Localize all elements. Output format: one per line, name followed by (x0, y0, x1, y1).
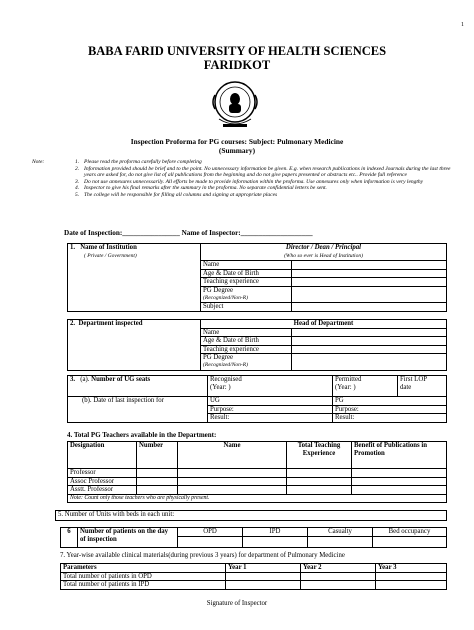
cell[interactable] (137, 486, 178, 495)
cell[interactable] (137, 469, 178, 478)
field-experience: Teaching experience (201, 278, 292, 287)
head-of-institution-header: Director / Dean / Principal (Who so ever is Head of Institution) (201, 244, 447, 261)
field-pg-degree: PG Degree (201, 286, 292, 294)
ug-result[interactable]: Result: (208, 414, 333, 423)
value-cell[interactable] (292, 354, 447, 370)
cell[interactable] (352, 477, 447, 486)
teachers-table (67, 441, 447, 503)
col-ipd: IPD (243, 528, 308, 537)
field-recognized: (Recognized/Non-R) (201, 295, 292, 303)
col-year3: Year 3 (376, 564, 447, 573)
cell[interactable] (376, 572, 447, 581)
patients-label: Number of patients on the day of inspection (78, 528, 178, 548)
units-label: 5. Number of Units with beds in each unit: (56, 511, 447, 521)
university-name: BABA FARID UNIVERSITY OF HEALTH SCIENCES (87, 44, 387, 58)
note-item: 2. Information provided should be brief and to the point. No unnecessary information be given. E.g. when research publications in indexed Journals during the last three years are asked for, do not give list of all publications from the beginning and do not give papers presented or abstracts etc.. Provide full reference (75, 165, 451, 179)
value-cell[interactable] (292, 303, 447, 312)
university-location: FARIDKOT (203, 58, 271, 72)
last-inspection-label: (b). Date of last inspection for (68, 397, 208, 423)
field-recognized: (Recognized/Non-R) (201, 362, 292, 370)
pg-cell: PG (333, 397, 447, 406)
department-cell: 2. Department inspected (68, 320, 201, 371)
date-of-inspection-label: Date of Inspection:________________ (64, 229, 180, 237)
cell[interactable] (178, 536, 243, 547)
field-age: Age & Date of Birth (201, 337, 292, 346)
teachers-note: Note: Count only those teachers who are physically present. (68, 494, 447, 503)
value-cell[interactable] (292, 286, 447, 302)
cell[interactable] (308, 536, 373, 547)
col-benefit: Benefit of Publications in Promotion (352, 442, 447, 469)
col-parameters: Parameters (61, 564, 226, 573)
ug-seats-table (67, 375, 447, 423)
note-item: 1. Please read the proforma carefully before completing (75, 159, 202, 165)
proforma-summary: (Summary) (218, 146, 256, 155)
col-name: Name (178, 442, 287, 469)
notes-label: Note: (32, 159, 45, 165)
row-professor: Professor (68, 469, 137, 478)
ug-cell: UG (208, 397, 333, 406)
signature-of-inspector: Signature of Inspector (206, 600, 268, 607)
institution-table (67, 243, 447, 312)
institution-cell: 1. Name of Institution ( Private / Government) (68, 244, 201, 312)
col-opd: OPD (178, 528, 243, 537)
note-item: 5. The college will be responsible for filling all columns and signing at appropriate places (75, 191, 278, 198)
cell[interactable] (287, 486, 352, 495)
col-teaching-experience: Total Teaching Experience (287, 442, 352, 469)
cell[interactable] (352, 486, 447, 495)
recognised-cell[interactable]: Recognised (Year: ) (208, 376, 333, 397)
pg-purpose[interactable]: Purpose: (333, 405, 447, 414)
first-lop-cell[interactable]: First LOP date (398, 376, 447, 397)
page-number: 1 (461, 22, 464, 28)
cell[interactable] (373, 536, 447, 547)
col-year1: Year 1 (226, 564, 301, 573)
units-table (55, 510, 447, 521)
cell[interactable] (287, 477, 352, 486)
head-of-department-header: Head of Department (201, 320, 447, 329)
value-cell[interactable] (292, 345, 447, 354)
cell[interactable] (301, 572, 376, 581)
value-cell[interactable] (292, 269, 447, 278)
field-name: Name (201, 261, 292, 270)
col-casualty: Casualty (308, 528, 373, 537)
value-cell[interactable] (292, 278, 447, 287)
name-of-inspector-label: Name of Inspector:____________________ (181, 229, 313, 237)
field-experience: Teaching experience (201, 345, 292, 354)
row-ipd: Total number of patients in IPD (61, 581, 226, 590)
date-inspector-line (64, 229, 313, 237)
field-age: Age & Date of Birth (201, 269, 292, 278)
field-pg-degree: PG Degree (201, 354, 292, 362)
note-item: 4. Inspector to give his final remarks after the summary in the proforma. No separate confidential letters be sent. (75, 185, 327, 192)
row-assoc-professor: Assoc Professor (68, 477, 137, 486)
ug-purpose[interactable]: Purpose: (208, 405, 333, 414)
value-cell[interactable] (292, 337, 447, 346)
ug-seats-label: 3. (a). Number of UG seats (68, 376, 208, 397)
university-seal-logo (207, 75, 263, 135)
cell[interactable] (178, 469, 287, 478)
clinical-material-table (60, 563, 447, 590)
cell[interactable] (376, 581, 447, 590)
cell[interactable] (137, 477, 178, 486)
col-year2: Year 2 (301, 564, 376, 573)
proforma-title: Inspection Proforma for PG courses: Subject: Pulmonary Medicine (130, 137, 344, 146)
col-designation: Designation (68, 442, 137, 469)
pg-teachers-heading: 4. Total PG Teachers available in the Department: (67, 431, 217, 439)
col-number: Number (137, 442, 178, 469)
row-asstt-professor: Asstt. Professor (68, 486, 137, 495)
field-subject: Subject (201, 303, 292, 312)
col-bed-occupancy: Bed occupancy (373, 528, 447, 537)
cell[interactable] (226, 581, 301, 590)
permitted-cell[interactable]: Permitted (Year: ) (333, 376, 398, 397)
cell[interactable] (352, 469, 447, 478)
field-name: Name (201, 328, 292, 337)
cell[interactable] (287, 469, 352, 478)
department-table (67, 319, 447, 371)
patients-num: 6 (61, 528, 78, 548)
pg-result[interactable]: Result: (333, 414, 447, 423)
cell[interactable] (178, 477, 287, 486)
cell[interactable] (301, 581, 376, 590)
value-cell[interactable] (292, 261, 447, 270)
note-item: 3. Do not use annexures unnecessarily. All efforts be made to provide information within the proforma. Use annexures only when information is very lengthy (75, 178, 424, 185)
row-opd: Total number of patients in OPD (61, 572, 226, 581)
cell[interactable] (226, 572, 301, 581)
cell[interactable] (243, 536, 308, 547)
clinical-material-heading: 7. Year-wise available clinical materials(during previous 3 years) for department of Pulmonary Medicine (60, 552, 345, 559)
patients-table (60, 527, 447, 548)
cell[interactable] (178, 486, 287, 495)
value-cell[interactable] (292, 328, 447, 337)
